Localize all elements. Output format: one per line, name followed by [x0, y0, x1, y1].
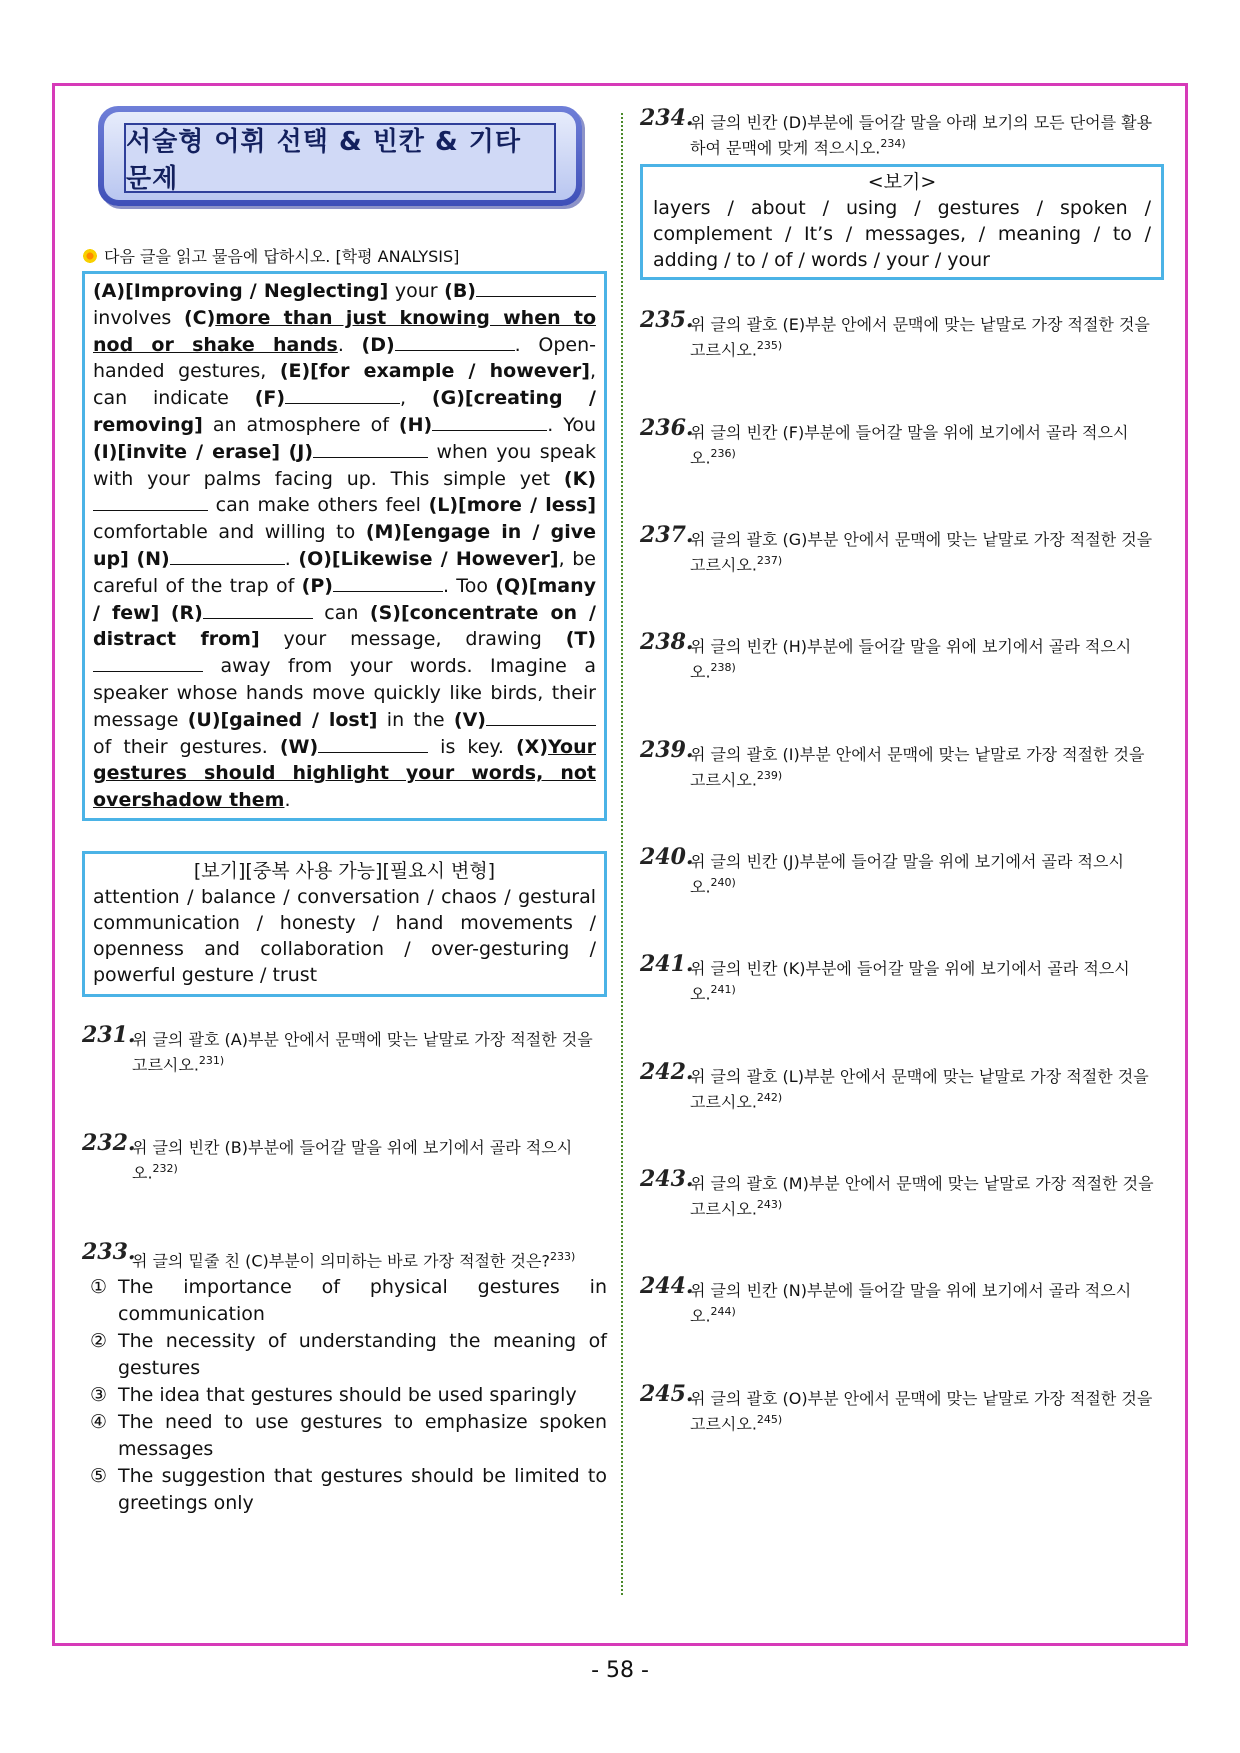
blank-t — [93, 653, 203, 672]
blank-b — [476, 278, 596, 297]
right-column — [640, 105, 1164, 1434]
option-5[interactable]: ⑤ The suggestion that gestures should be limited to greetings only — [90, 1464, 607, 1514]
underline-x: Your gestures should highlight your words, not overshadow them — [93, 735, 596, 812]
choice-o: (O)[Likewise / However] — [298, 547, 559, 570]
choice-q: (Q)[many / few] — [93, 574, 597, 624]
blank-d-label: (D) — [361, 333, 395, 356]
underline-c: more than just knowing when to nod or shake hands — [93, 306, 596, 356]
option-3[interactable]: ③ The idea that gestures should be used sparingly — [90, 1383, 577, 1406]
blank-n — [170, 546, 285, 565]
blank-f — [285, 385, 400, 404]
word-bank — [82, 851, 607, 997]
question-238: 238. 위 글의 빈칸 (H)부분에 들어갈 말을 위에 보기에서 골라 적으시오.$^{238)}$ — [640, 629, 1132, 682]
choice-g: (G)[creating / removing] — [93, 387, 596, 436]
option-2[interactable]: ② The necessity of understanding the meaning of gestures — [90, 1329, 607, 1379]
question-240: 240. 위 글의 빈칸 (J)부분에 들어갈 말을 위에 보기에서 골라 적으시오.$^{240)}$ — [640, 843, 1124, 897]
blank-k-label: (K) — [563, 467, 596, 490]
question-232: 232. 위 글의 빈칸 (B)부분에 들어갈 말을 위에 보기에서 골라 적으시오.$^{232)}$ — [82, 1130, 573, 1183]
blank-j-label: (J) — [288, 440, 313, 463]
option-1[interactable]: ① The importance of physical gestures in communication — [90, 1275, 607, 1325]
question-235: 235. 위 글의 괄호 (E)부분 안에서 문맥에 맞는 낱말로 가장 적절한 것을 고르시오.$^{235)}$ — [640, 307, 1150, 360]
title-banner — [98, 106, 582, 206]
blank-p-label: (P) — [301, 574, 333, 597]
left-column — [82, 106, 607, 1517]
word-bank-words: attention / balance / conversation / chaos / gestural communication / honesty / hand movements / openness and collaboration / over-gesturing / powerful gesture / trust — [93, 885, 596, 986]
blank-n-label: (N) — [136, 547, 170, 570]
question-237: 237. 위 글의 괄호 (G)부분 안에서 문맥에 맞는 낱말로 가장 적절한 것을 고르시오.$^{237)}$ — [640, 521, 1153, 575]
question-239: 239. 위 글의 괄호 (I)부분 안에서 문맥에 맞는 낱말로 가장 적절한 것을 고르시오.$^{239)}$ — [640, 736, 1145, 789]
question-233: 233. 위 글의 밑줄 친 (C)부분이 의미하는 바로 가장 적절한 것은?$^{233)}$ — [82, 1238, 576, 1270]
word-bank-234 — [640, 164, 1164, 280]
choice-m: (M)[engage in / give up] — [93, 521, 596, 570]
question-231: 231. 위 글의 괄호 (A)부분 안에서 문맥에 맞는 낱말로 가장 적절한 것을 고르시오.$^{231)}$ — [82, 1021, 593, 1075]
choice-i: (I)[invite / erase] — [93, 440, 281, 463]
choice-e: (E)[for example / however] — [279, 360, 590, 383]
section-title: 서술형 어휘 선택 & 빈칸 & 기타 문제 — [124, 123, 556, 193]
question-244: 244. 위 글의 빈칸 (N)부분에 들어갈 말을 위에 보기에서 골라 적으시오.$^{244)}$ — [640, 1273, 1132, 1326]
blank-r-label: (R) — [170, 601, 203, 624]
blank-j — [313, 439, 428, 458]
blank-k — [93, 492, 208, 511]
question-243: 243. 위 글의 괄호 (M)부분 안에서 문맥에 맞는 낱말로 가장 적절한 것을 고르시오.$^{243)}$ — [640, 1165, 1154, 1219]
options-233 — [82, 1274, 607, 1517]
instruction — [82, 244, 607, 267]
question-245: 245. 위 글의 괄호 (O)부분 안에서 문맥에 맞는 낱말로 가장 적절한 것을 고르시오.$^{245)}$ — [640, 1380, 1153, 1433]
underline-x-label: (X) — [516, 735, 549, 758]
blank-r — [203, 600, 313, 619]
option-4[interactable]: ④ The need to use gestures to emphasize spoken messages — [90, 1410, 607, 1460]
blank-p — [333, 573, 443, 592]
instruction-text: 다음 글을 읽고 물음에 답하시오. [학평 ANALYSIS] — [104, 247, 460, 266]
blank-w — [318, 734, 428, 753]
blank-h-label: (H) — [398, 413, 433, 436]
blank-h — [432, 412, 547, 431]
blank-b-label: (B) — [444, 280, 476, 302]
blank-v — [486, 707, 596, 726]
question-234: 234. 위 글의 빈칸 (D)부분에 들어갈 말을 아래 보기의 모든 단어를 활용하여 문맥에 맞게 적으시오.$^{234)}$ — [640, 105, 1153, 158]
blank-w-label: (W) — [279, 735, 319, 758]
choice-a: (A)[Improving / Neglecting] — [93, 280, 389, 302]
underline-c-label: (C) — [183, 306, 216, 329]
question-236: 236. 위 글의 빈칸 (F)부분에 들어갈 말을 위에 보기에서 골라 적으시오.$^{236)}$ — [640, 414, 1129, 467]
blank-t-label: (T) — [565, 628, 597, 651]
choice-s: (S)[concentrate on / distract from] — [93, 601, 596, 651]
choice-l: (L)[more / less] — [428, 494, 596, 517]
question-241: 241. 위 글의 빈칸 (K)부분에 들어갈 말을 위에 보기에서 골라 적으시오.$^{241)}$ — [640, 951, 1130, 1004]
blank-f-label: (F) — [254, 387, 286, 410]
reading-passage: (A)[Improving / Neglecting] your (B) involves (C)more than just knowing when to nod or shake hands. (D) . Open-handed gestures, (E)[for example / however], can indicate (F) , (G)[creating / removing] an atmosphere of (H) . You (I)[invite / erase] (J) when you speak with your palms facing up. This simple yet (K) can make others feel (L)[more / less] comfortable and willing to (M)[engage in / give up] (N) . (O)[Likewise / However], be careful of the trap of (P) . Too (Q)[many / few] (R) can (S)[concentrate on / distract from] your message, drawing (T) away from your words. Imagine a speaker whose hands move quickly like birds, their message (U)[gained / lost] in the (V) of their gestures. (W) is key. (X)Your gestures should highlight your words, not overshadow them. — [82, 271, 607, 821]
column-divider — [621, 113, 623, 1595]
blank-v-label: (V) — [453, 708, 486, 731]
question-242: 242. 위 글의 괄호 (L)부분 안에서 문맥에 맞는 낱말로 가장 적절한 것을 고르시오.$^{242)}$ — [640, 1058, 1149, 1111]
word-bank-234-words: layers / about / using / gestures / spoken / complement / It’s / messages, / meaning / to / adding / to / of / words / your / your — [653, 197, 1151, 272]
flower-icon — [82, 248, 98, 264]
word-bank-234-title: <보기> — [867, 171, 937, 194]
word-bank-title: [보기][중복 사용 가능][필요시 변형] — [193, 859, 496, 882]
page-number: - 58 - — [591, 1658, 649, 1683]
choice-u: (U)[gained / lost] — [187, 708, 378, 731]
blank-d — [395, 332, 515, 351]
